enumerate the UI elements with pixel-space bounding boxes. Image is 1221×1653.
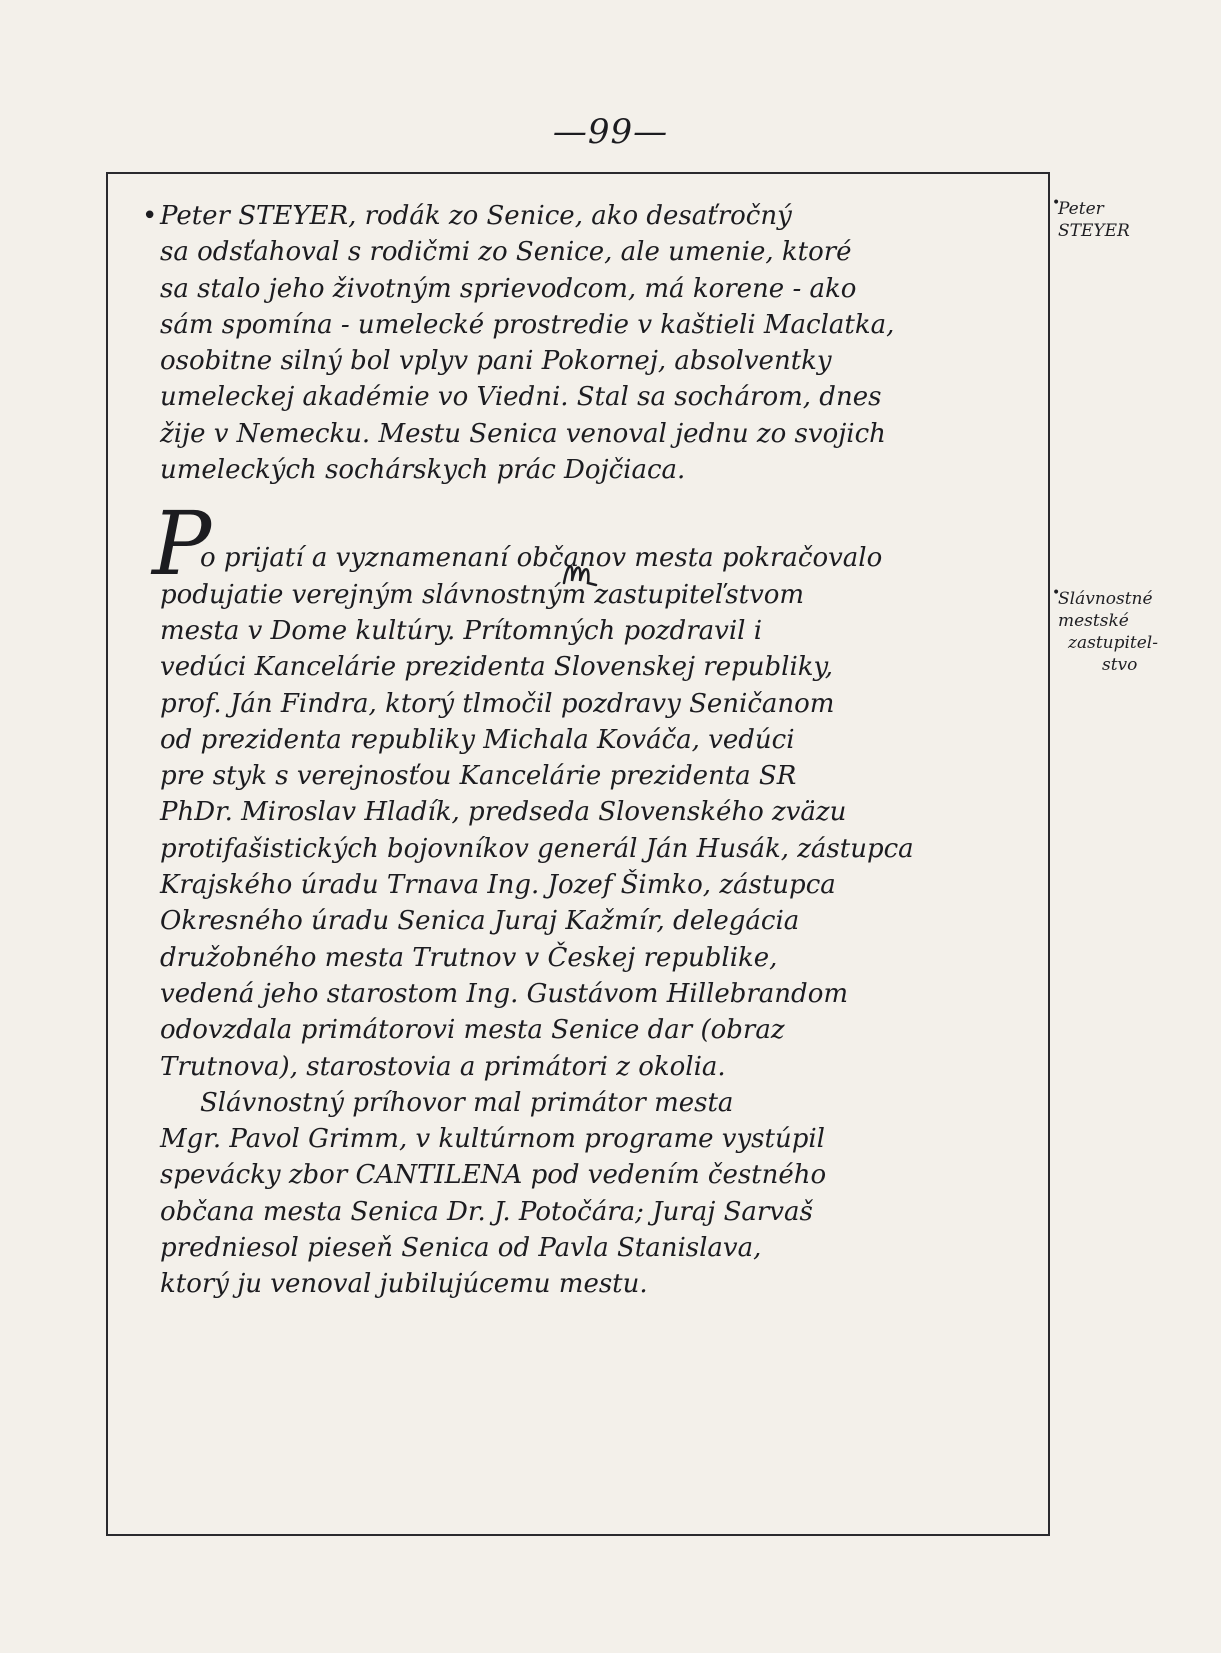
paragraph-prihovor [160,1085,1050,1303]
text-line: sa stalo jeho životným sprievodcom, má korene - ako [160,273,857,304]
text-line: predniesol pieseň Senica od Pavla Stanislava, [160,1233,762,1264]
margin-note-line: Slávnostné [1058,589,1153,609]
margin-note-line: STEYER [1058,221,1130,241]
text-line: odovzdala primátorovi mesta Senice dar (obraz [160,1015,785,1046]
margin-note-line: Peter [1058,199,1104,219]
text-line: osobitne silný bol vplyv pani Pokornej, absolventky [160,346,832,377]
text-line: prof. Ján Findra, ktorý tlmočil pozdravy Seničanom [160,688,835,719]
text-line: sa odsťahoval s rodičmi zo Senice, ale umenie, ktoré [160,237,852,268]
text-line: Krajského úradu Trnava Ing. Jozef Šimko, zástupca [160,870,836,901]
text-line: vedúci Kancelárie prezidenta Slovenskej republiky, [160,652,834,683]
text-line: PhDr. Miroslav Hladík, predseda Slovenského zväzu [160,797,847,828]
handwritten-text [142,198,1050,1303]
paragraph-steyer [142,198,1050,488]
margin-note-zastupitelstvo [1052,585,1158,676]
text-line: družobného mesta Trutnov v Českej republike, [160,942,778,973]
text-line: žije v Nemecku. Mestu Senica venoval jednu zo svojich [160,418,886,449]
bullet-icon: • [142,201,158,231]
text-line: Okresného úradu Senica Juraj Kažmír, delegácia [160,906,800,937]
paragraph-zastupitelstvo [152,492,1050,1084]
text-line: od prezidenta republiky Michala Kováča, vedúci [160,724,795,755]
text-line: Mgr. Pavol Grimm, v kultúrnom programe vystúpil [160,1124,825,1155]
text-line: protifašistických bojovníkov generál Ján Husák, zástupca [160,833,914,864]
margin-note-line: mestské [1058,611,1129,631]
flourish-ornament-icon [560,555,600,604]
text-line [142,198,1050,234]
margin-note-line: zastupitel- [1068,633,1158,653]
text-line: Trutnova), starostovia a primátori z okolia. [160,1051,726,1082]
text-line: Slávnostný príhovor mal primátor mesta [200,1087,734,1118]
bullet-icon: • [1052,585,1061,601]
text-line: pre styk s verejnosťou Kancelárie prezidenta SR [160,761,797,792]
text-line: spevácky zbor CANTILENA pod vedením čestného [160,1160,827,1191]
drop-cap: P [152,492,212,596]
bullet-icon: • [1052,195,1061,211]
text-line-content: o prijatí a vyznamenaní občanov mesta pokračovalo [200,543,883,574]
page-number: —99— [552,112,669,152]
section-gap [160,488,1050,540]
text-line: sám spomína - umelecké prostredie v kaštieli Maclatka, [160,309,895,340]
text-line: občana mesta Senica Dr. J. Potočára; Juraj Sarvaš [160,1196,813,1227]
text-line: mesta v Dome kultúry. Prítomných pozdravil i [160,615,763,646]
text-line: ktorý ju venoval jubilujúcemu mestu. [160,1269,648,1300]
text-line-content: Peter STEYER, rodák zo Senice, ako desaťročný [160,201,792,231]
margin-note-steyer [1052,195,1130,242]
text-line: umeleckej akadémie vo Viedni. Stal sa sochárom, dnes [160,382,882,413]
margin-note-line: stvo [1102,655,1138,675]
text-line: umeleckých sochárskych prác Dojčiaca. [160,455,686,486]
text-line: vedená jeho starostom Ing. Gustávom Hillebrandom [160,978,848,1009]
text-line: podujatie verejným slávnostným zastupiteľstvom [160,579,805,610]
